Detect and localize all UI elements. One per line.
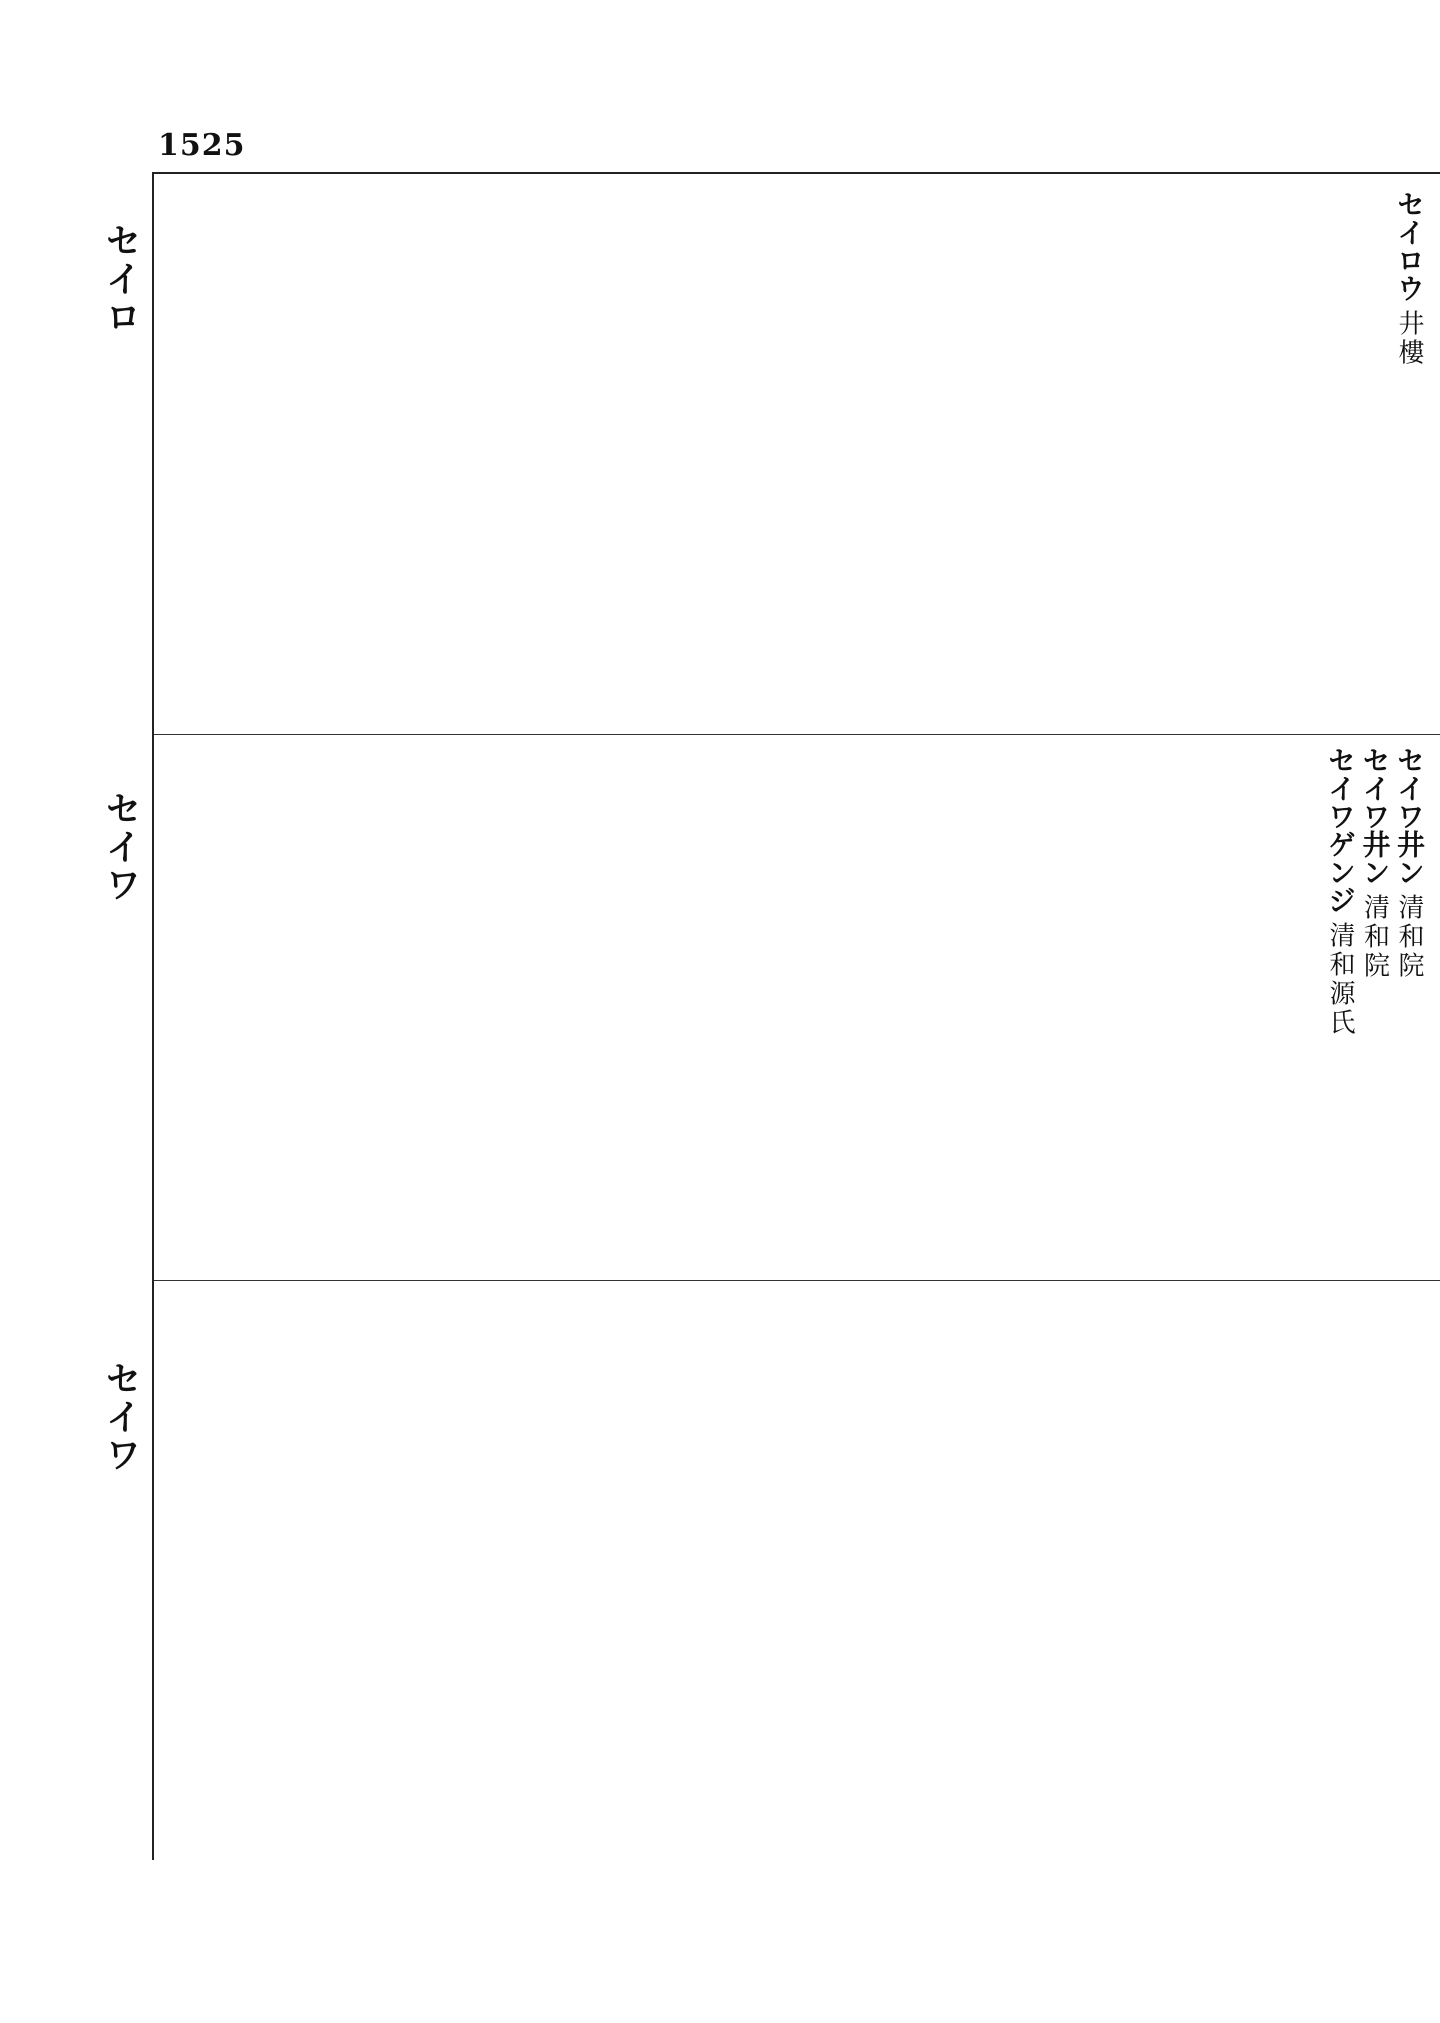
entry-seiro: [1392, 190, 1427, 720]
entry-seiwain-2: [1357, 746, 1392, 1266]
side-label-seiwa: セイワ: [100, 790, 141, 904]
entry-heading: セイロウ: [1393, 190, 1426, 302]
entry-gloss: 清和院: [1394, 893, 1424, 981]
entry-gloss: 清和源氏: [1325, 921, 1355, 1038]
band-divider: [154, 734, 1440, 735]
entry-seiwain: [1392, 746, 1427, 1266]
text-band-middle: [154, 746, 1440, 1266]
entry-seiwagenji: [1323, 746, 1358, 1266]
entry-heading: セイワゲンジ: [1324, 746, 1357, 914]
text-band-bottom: [154, 1292, 1440, 1858]
entry-heading: セイワ井ン: [1358, 746, 1392, 886]
entry-gloss: 清和院: [1359, 893, 1390, 981]
entry-gloss: 井樓: [1394, 309, 1424, 368]
text-band-top: [154, 190, 1440, 720]
page-number: 1525: [158, 128, 246, 163]
side-label-seiwa-2: セイワ: [100, 1360, 141, 1474]
side-label-seiro: セイロ: [100, 222, 141, 336]
band-divider: [154, 1280, 1440, 1281]
entry-heading: セイワ井ン: [1393, 746, 1426, 886]
